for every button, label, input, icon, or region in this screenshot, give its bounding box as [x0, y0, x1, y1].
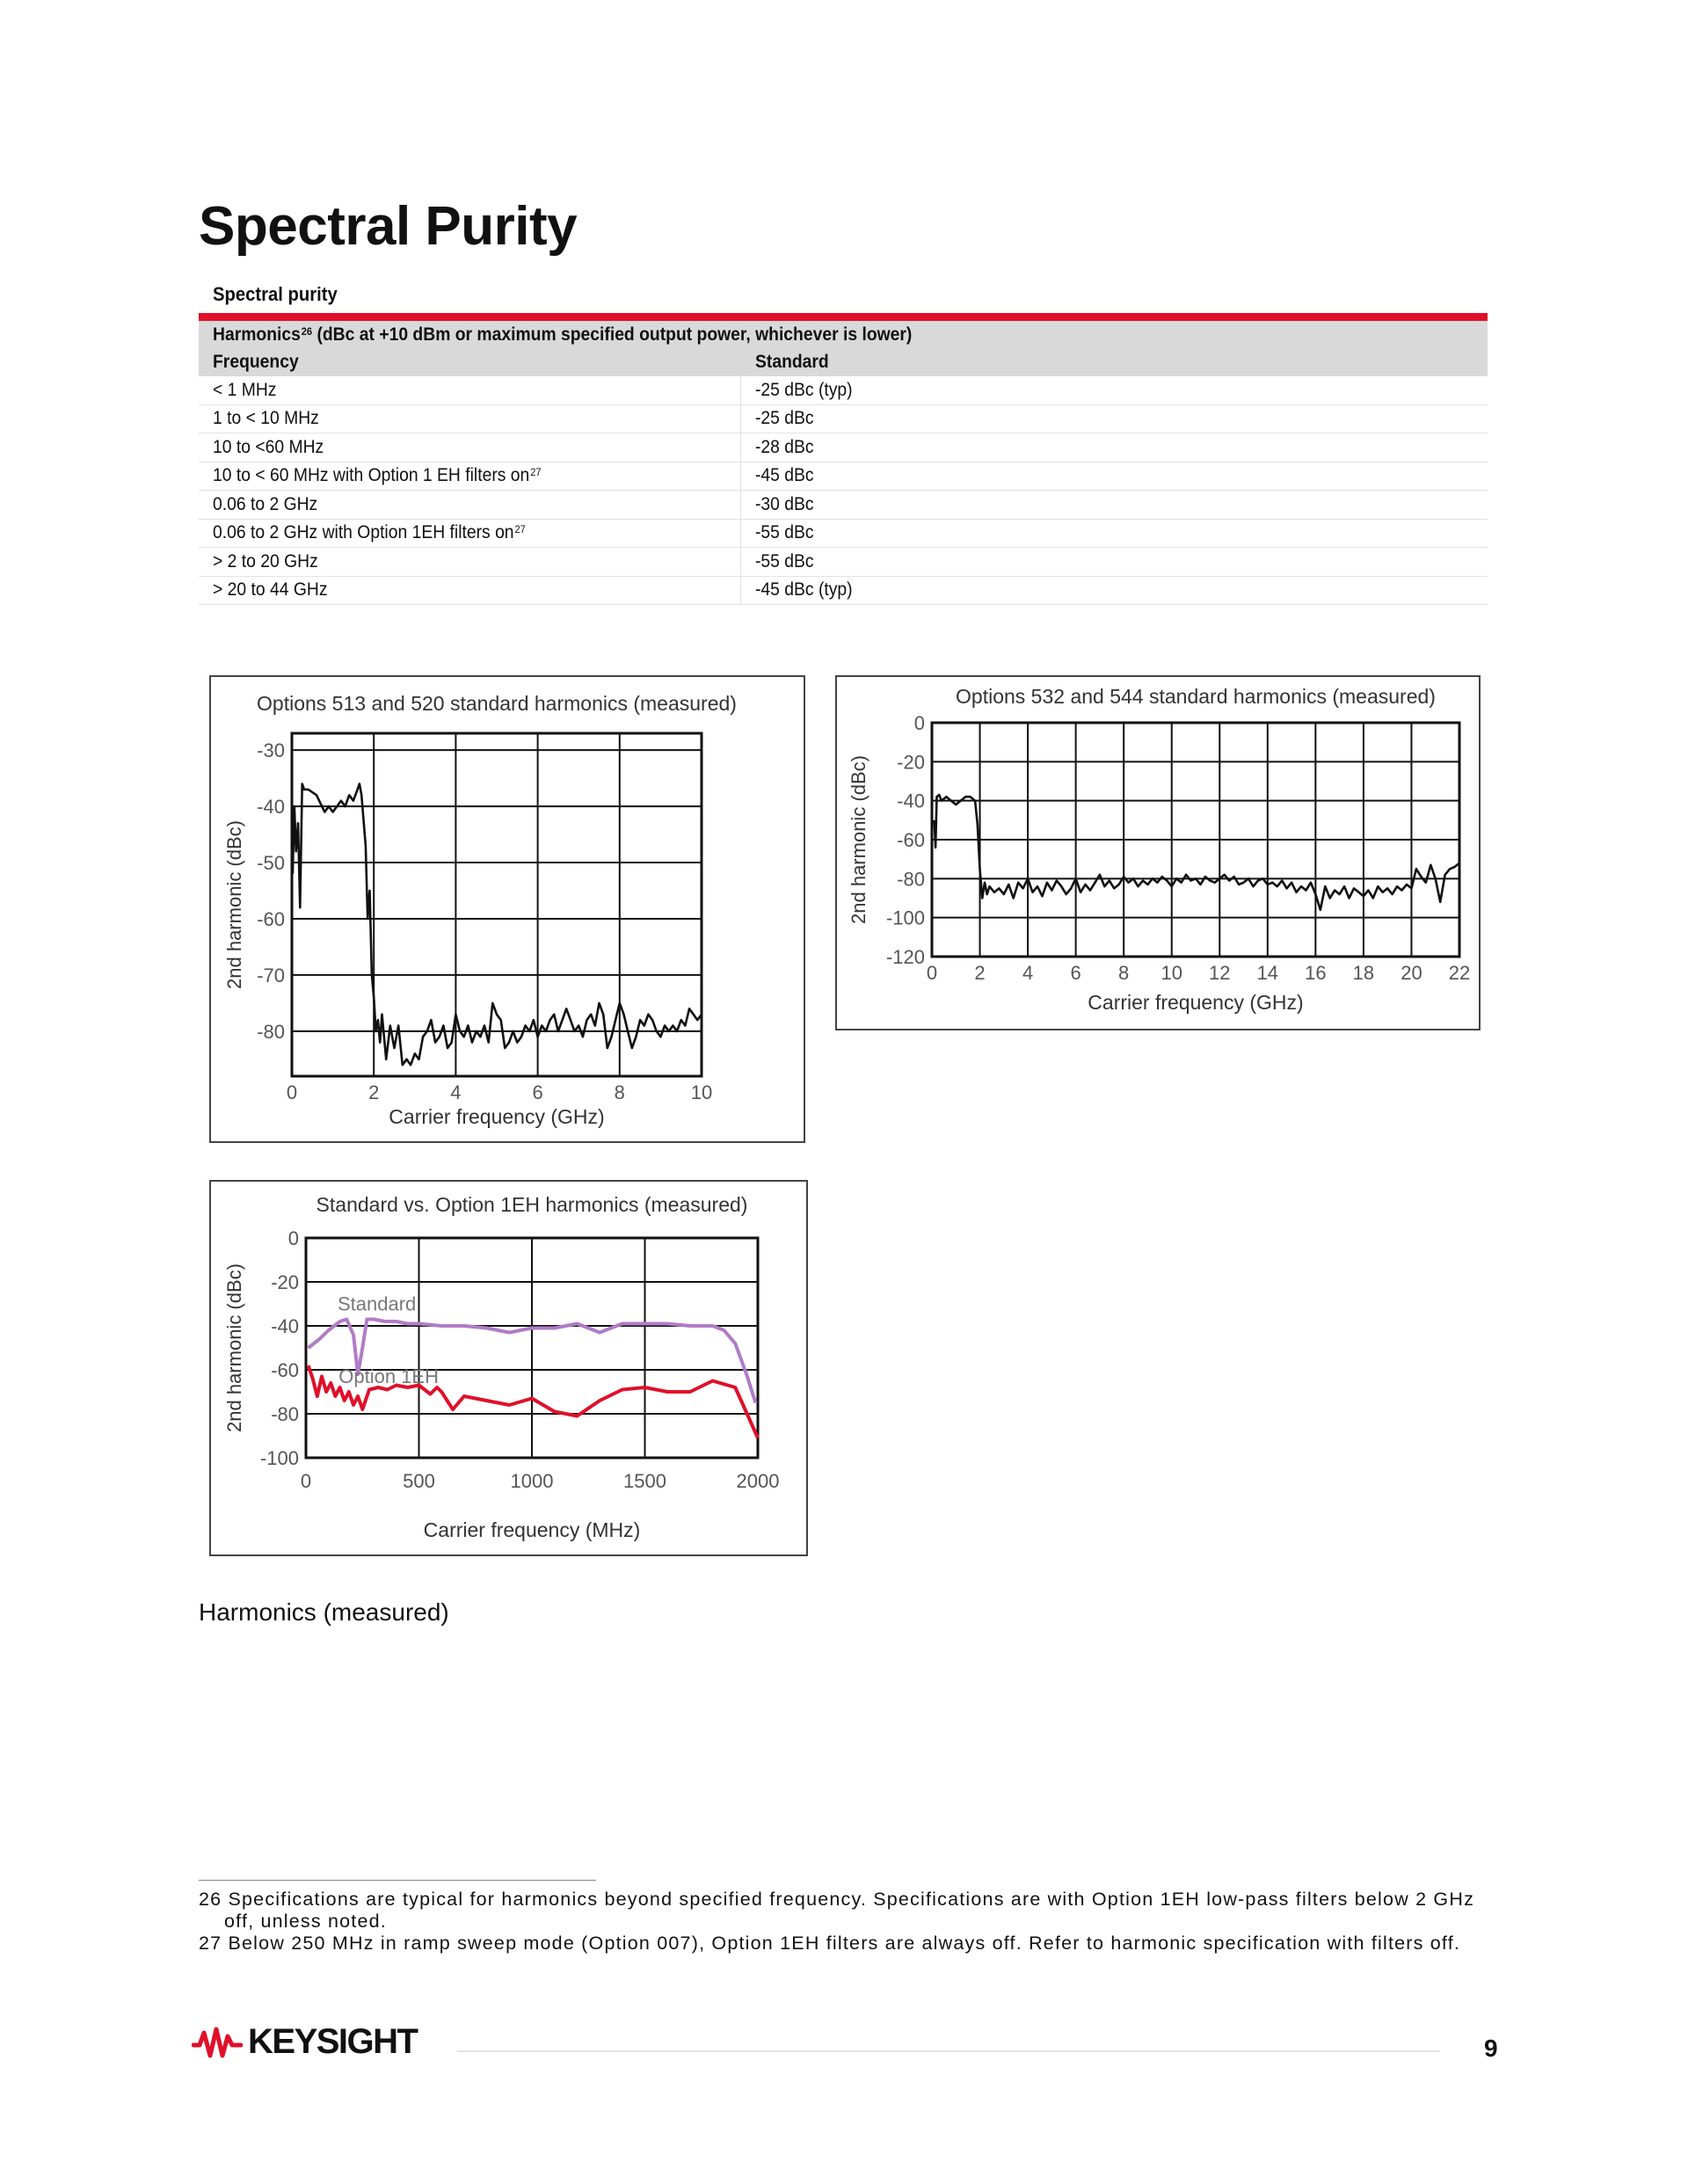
- y-tick-label: -60: [897, 829, 925, 851]
- frequency-value: 10 to < 60 MHz with Option 1 EH filters on: [213, 465, 530, 486]
- y-tick-label: -40: [897, 790, 925, 812]
- spectral-purity-table: [199, 321, 1488, 605]
- table-column-headers: [199, 349, 1488, 377]
- figure-caption: Harmonics (measured): [199, 1598, 449, 1626]
- standard-value: -25 dBc (typ): [755, 379, 853, 400]
- y-tick-label: -30: [257, 739, 285, 762]
- y-tick-label: -120: [885, 946, 925, 968]
- y-tick-label: -70: [257, 964, 285, 986]
- x-tick-label: 8: [614, 1081, 625, 1103]
- table-row: [199, 548, 1488, 577]
- x-tick-label: 1000: [510, 1470, 554, 1492]
- x-tick-label: 4: [450, 1081, 462, 1103]
- x-tick-label: 0: [286, 1081, 298, 1103]
- chart-frame: [210, 676, 804, 1142]
- chart-title: Standard vs. Option 1EH harmonics (measured): [316, 1193, 748, 1216]
- x-tick-label: 6: [1070, 962, 1081, 984]
- page-title: Spectral Purity: [199, 196, 578, 257]
- frequency-value: 10 to <60 MHz: [213, 436, 324, 457]
- table-row: [199, 376, 1488, 404]
- chart-title: Options 513 and 520 standard harmonics (measured): [257, 692, 737, 715]
- series-annotation: Standard: [337, 1292, 417, 1315]
- frequency-cell: [213, 579, 327, 601]
- y-tick-label: -40: [271, 1315, 299, 1337]
- x-tick-label: 8: [1118, 962, 1130, 984]
- y-tick-label: -100: [259, 1447, 299, 1469]
- frequency-cell: [213, 465, 541, 486]
- frequency-cell: [213, 380, 276, 401]
- y-tick-label: -20: [897, 751, 925, 774]
- chart-options-513-520: [209, 675, 805, 1143]
- column-header-standard: Standard: [754, 352, 829, 373]
- x-axis-label: Carrier frequency (GHz): [1088, 991, 1304, 1014]
- chart-standard-vs-1eh-svg: [209, 1180, 808, 1556]
- column-header-frequency: Frequency: [213, 352, 299, 373]
- table-row: [199, 576, 1488, 605]
- y-tick-label: -80: [897, 868, 925, 891]
- table-row: [199, 404, 1488, 433]
- chart-standard-vs-1eh: [209, 1180, 808, 1556]
- x-axis-label: Carrier frequency (MHz): [423, 1518, 641, 1541]
- frequency-value: 1 to < 10 MHz: [213, 408, 319, 429]
- section-label: Harmonics: [213, 324, 301, 345]
- brand-name: KEYSIGHT: [248, 2022, 418, 2061]
- chart-options-532-544: [835, 675, 1481, 1030]
- footnote-ref[interactable]: 27: [514, 523, 526, 536]
- table-row: [199, 491, 1488, 520]
- y-tick-label: -20: [271, 1271, 299, 1293]
- y-tick-label: -60: [257, 907, 285, 930]
- y-tick-label: -80: [257, 1020, 285, 1043]
- frequency-value: > 20 to 44 GHz: [213, 579, 328, 601]
- x-tick-label: 2: [974, 962, 986, 984]
- footnotes: [199, 1889, 1500, 1955]
- x-tick-label: 16: [1305, 962, 1327, 984]
- standard-value: -30 dBc: [755, 493, 814, 514]
- chart-options-532-544-svg: [835, 675, 1481, 1030]
- x-tick-label: 20: [1401, 962, 1422, 984]
- y-tick-label: -40: [257, 796, 285, 819]
- chart-title: Options 532 and 544 standard harmonics (measured): [956, 685, 1436, 708]
- x-tick-label: 10: [690, 1081, 713, 1103]
- table-section-header: [199, 321, 1488, 349]
- page-number: 9: [1484, 2035, 1498, 2062]
- y-axis-label: 2nd harmonic (dBc): [223, 820, 245, 989]
- table-row: [199, 462, 1488, 491]
- standard-value: -25 dBc: [755, 408, 814, 429]
- table-row: [199, 433, 1488, 462]
- x-tick-label: 1500: [623, 1470, 666, 1492]
- x-tick-label: 2: [368, 1081, 380, 1103]
- footnote-divider: [199, 1880, 596, 1881]
- x-tick-label: 18: [1352, 962, 1375, 984]
- series-annotation: Option 1EH: [338, 1365, 439, 1387]
- frequency-value: < 1 MHz: [213, 379, 277, 400]
- standard-value: -55 dBc: [755, 522, 814, 543]
- y-tick-label: -60: [271, 1359, 299, 1381]
- footer-divider: [457, 2050, 1440, 2052]
- standard-value: -45 dBc (typ): [755, 579, 853, 601]
- keysight-logo: [192, 2022, 417, 2062]
- footnote-26: 26 Specifications are typical for harmonics beyond specified frequency. Specifications are with Option 1EH low-pass filters below 2 GHz off, unless noted.: [199, 1889, 1475, 1932]
- table-row: [199, 519, 1488, 548]
- frequency-cell: [213, 551, 318, 572]
- standard-value: -28 dBc: [755, 436, 814, 457]
- chart-options-513-520-svg: [209, 675, 805, 1143]
- y-tick-label: -50: [257, 852, 285, 875]
- y-tick-label: 0: [913, 712, 925, 734]
- y-axis-label: 2nd harmonic (dBc): [848, 755, 869, 924]
- x-tick-label: 6: [532, 1081, 543, 1103]
- y-axis-label: 2nd harmonic (dBc): [223, 1263, 245, 1432]
- y-tick-label: -100: [885, 906, 925, 929]
- frequency-value: > 2 to 20 GHz: [213, 550, 318, 571]
- footnote-ref[interactable]: 27: [530, 466, 542, 479]
- footnote-ref[interactable]: 26: [301, 324, 313, 338]
- frequency-cell: [213, 494, 317, 515]
- frequency-cell: [213, 437, 324, 458]
- x-tick-label: 22: [1448, 962, 1471, 984]
- x-tick-label: 12: [1209, 962, 1231, 984]
- footnote-27: 27 Below 250 MHz in ramp sweep mode (Option 007), Option 1EH filters are always off. Refer to harmonic specification with filters off.: [199, 1933, 1461, 1954]
- x-tick-label: 0: [300, 1470, 312, 1492]
- table-caption: Spectral purity: [213, 283, 338, 305]
- standard-value: -45 dBc: [755, 465, 814, 486]
- accent-rule: [199, 313, 1488, 321]
- x-tick-label: 10: [1160, 962, 1182, 984]
- frequency-cell: [213, 522, 526, 543]
- frequency-value: 0.06 to 2 GHz: [213, 493, 318, 514]
- x-tick-label: 500: [403, 1470, 435, 1492]
- x-tick-label: 14: [1256, 962, 1279, 984]
- section-header-text: (dBc at +10 dBm or maximum specified output power, whichever is lower): [316, 324, 913, 345]
- x-axis-label: Carrier frequency (GHz): [389, 1105, 605, 1128]
- standard-value: -55 dBc: [755, 550, 814, 571]
- x-tick-label: 2000: [736, 1470, 780, 1492]
- x-tick-label: 4: [1022, 962, 1034, 984]
- frequency-cell: [213, 408, 319, 429]
- y-tick-label: 0: [287, 1227, 299, 1249]
- frequency-value: 0.06 to 2 GHz with Option 1EH filters on: [213, 522, 514, 543]
- y-tick-label: -80: [271, 1403, 299, 1425]
- x-tick-label: 0: [926, 962, 938, 984]
- keysight-wave-icon: [192, 2024, 243, 2061]
